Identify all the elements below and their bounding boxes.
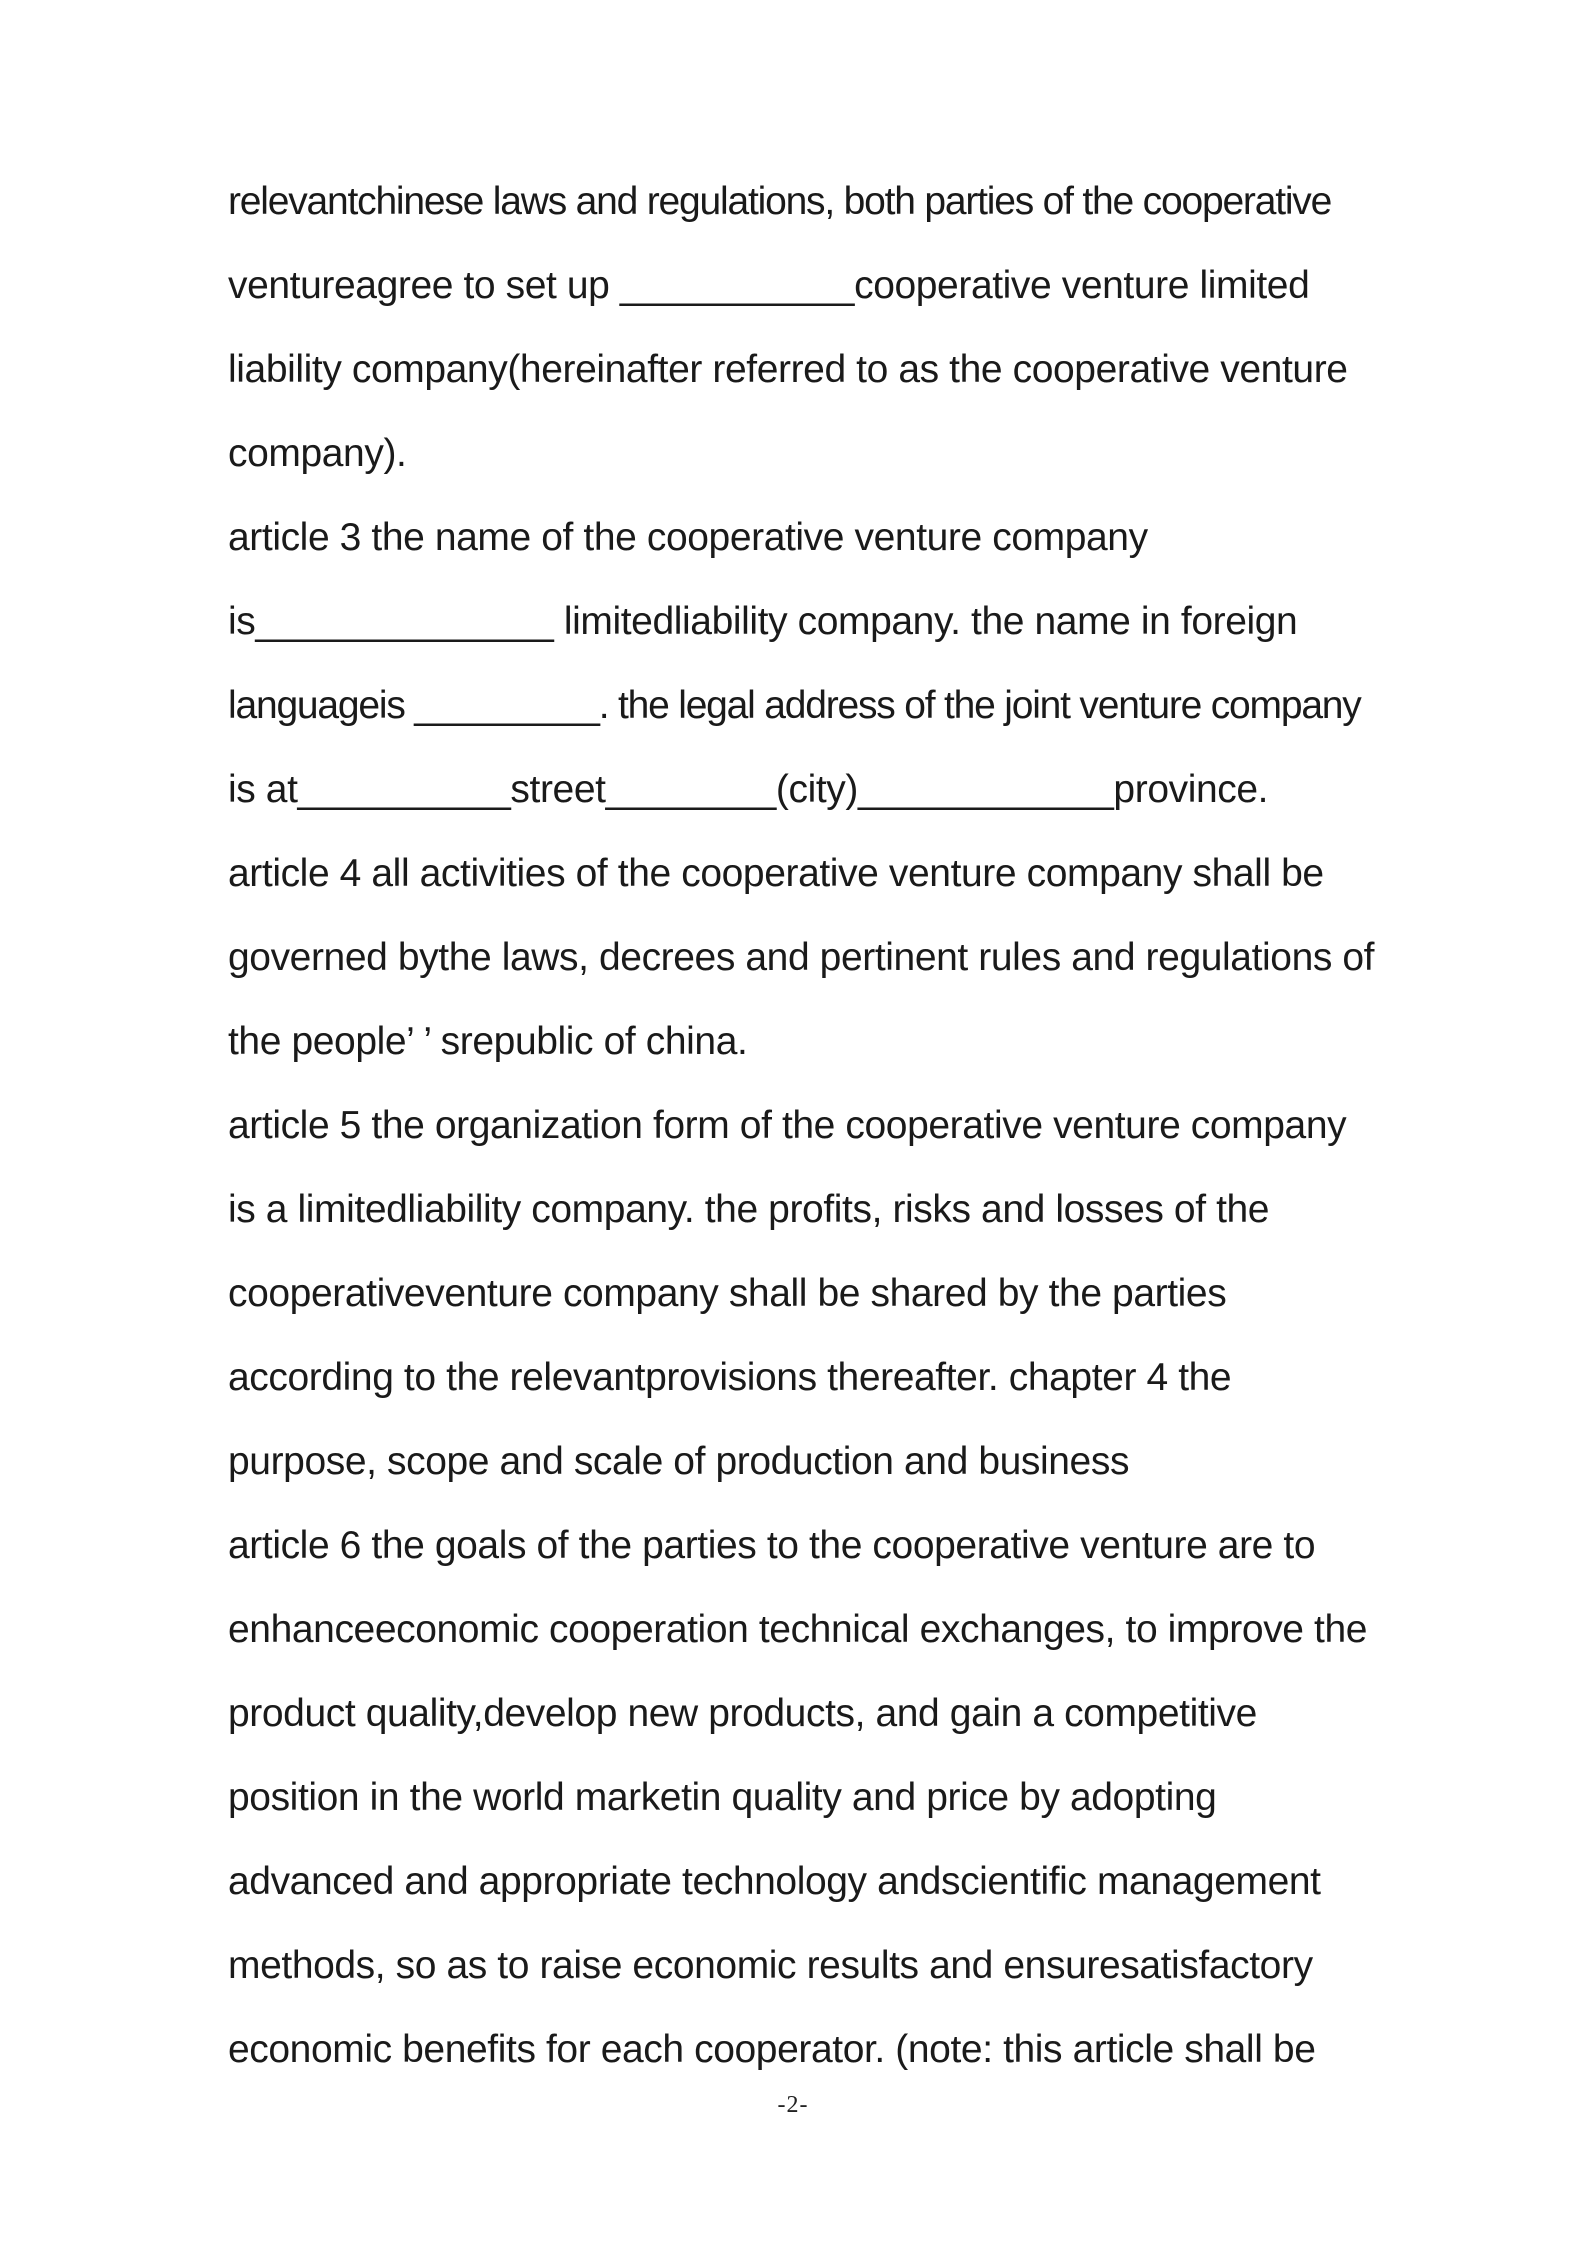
text-line: economic benefits for each cooperator. (note: this article shall be: [228, 2028, 1316, 2071]
document-body: [228, 160, 1468, 2092]
text-line: position in the world marketin quality and price by adopting: [228, 1776, 1217, 1819]
text-line: according to the relevantprovisions thereafter. chapter 4 the: [228, 1356, 1232, 1399]
text-line: enhanceeconomic cooperation technical exchanges, to improve the: [228, 1608, 1368, 1651]
text-line: product quality,develop new products, and gain a competitive: [228, 1692, 1257, 1735]
text-line: ventureagree to set up ___________cooperative venture limited: [228, 264, 1310, 307]
text-line: the people’ ’ srepublic of china.: [228, 1020, 748, 1063]
text-line: company).: [228, 432, 407, 475]
text-line: relevantchinese laws and regulations, both parties of the cooperative: [228, 180, 1332, 223]
text-line: article 5 the organization form of the cooperative venture company: [228, 1104, 1347, 1147]
text-line: languageis _________. the legal address of the joint venture company: [228, 684, 1361, 727]
text-line: article 3 the name of the cooperative venture company: [228, 516, 1148, 559]
text-line: article 6 the goals of the parties to the cooperative venture are to: [228, 1524, 1316, 1567]
text-line: is______________ limitedliability company. the name in foreign: [228, 600, 1298, 643]
text-line: is at__________street________(city)____________province.: [228, 768, 1269, 811]
text-line: cooperativeventure company shall be shared by the parties: [228, 1272, 1227, 1315]
text-line: methods, so as to raise economic results and ensuresatisfactory: [228, 1944, 1313, 1987]
text-line: is a limitedliability company. the profits, risks and losses of the: [228, 1188, 1270, 1231]
text-line: advanced and appropriate technology andscientific management: [228, 1860, 1321, 1903]
page-number: -2-: [777, 2092, 809, 2118]
text-line: article 4 all activities of the cooperative venture company shall be: [228, 852, 1324, 895]
text-line: liability company(hereinafter referred to as the cooperative venture: [228, 348, 1348, 391]
text-line: purpose, scope and scale of production and business: [228, 1440, 1130, 1483]
text-line: governed bythe laws, decrees and pertinent rules and regulations of: [228, 936, 1375, 979]
